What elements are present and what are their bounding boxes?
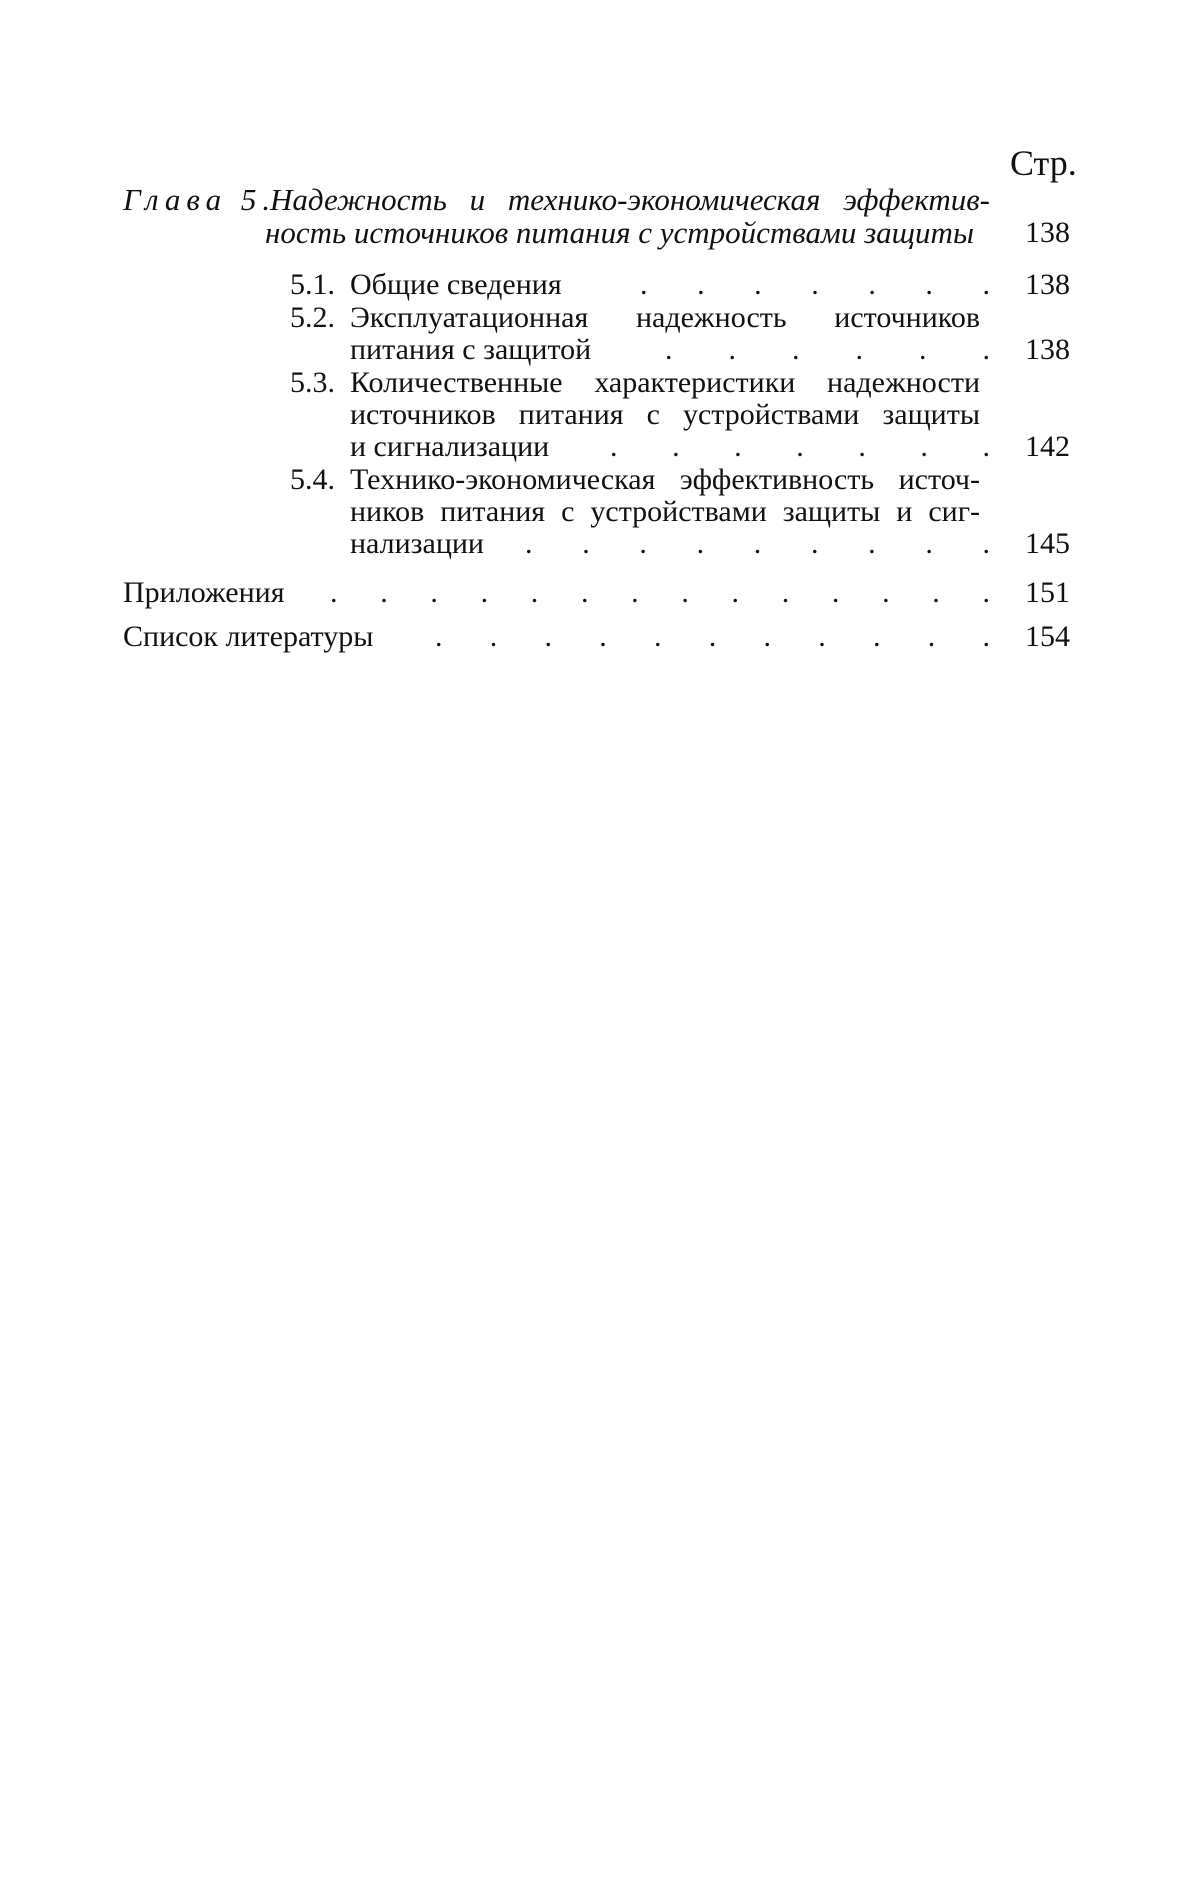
page-column-header: Стр.: [1010, 143, 1077, 183]
section-page-number: 138: [1025, 333, 1070, 366]
section-title-line: Количественные характеристики надежности: [350, 366, 980, 399]
section-page-number: 138: [1025, 268, 1070, 301]
appendix-page-number: 151: [1025, 576, 1070, 609]
section-title-line: и сигнализации: [350, 430, 550, 463]
dot-leader: . . . . . . .: [640, 268, 990, 301]
section-title-line: Технико-экономическая эффективность источ-: [350, 463, 980, 496]
section-number: 5.1.: [290, 268, 335, 301]
section-title-line: источников питания с устройствами защиты: [350, 398, 980, 431]
appendix-label: Приложения: [123, 576, 285, 609]
section-title-line: Эксплуатационная надежность источников: [350, 301, 980, 334]
references-page-number: 154: [1025, 620, 1070, 653]
references-label: Список литературы: [123, 620, 374, 653]
dot-leader: . . . . . . . . . . . . . .: [330, 576, 990, 609]
section-page-number: 142: [1025, 430, 1070, 463]
chapter-label: Глава 5.: [123, 182, 277, 217]
dot-leader: . . . . . .: [665, 333, 990, 366]
chapter-title-line: ность источников питания с устройствами защиты: [265, 215, 974, 250]
dot-leader: . . . . . . . . . . .: [435, 620, 990, 653]
section-number: 5.2.: [290, 301, 335, 334]
dot-leader: . . . . . . . . .: [525, 527, 990, 560]
section-title-line: Общие сведения: [350, 268, 562, 301]
chapter-title-line: Надежность и технико-экономическая эффектив-: [270, 182, 990, 217]
section-page-number: 145: [1025, 527, 1070, 560]
section-title-line: питания с защитой: [350, 333, 592, 366]
section-number: 5.4.: [290, 463, 335, 496]
section-number: 5.3.: [290, 366, 335, 399]
dot-leader: . . . . . . .: [610, 430, 990, 463]
section-title-line: нализации: [350, 527, 484, 560]
chapter-page-number: 138: [1025, 216, 1070, 249]
section-title-line: ников питания с устройствами защиты и сиг-: [350, 495, 980, 528]
